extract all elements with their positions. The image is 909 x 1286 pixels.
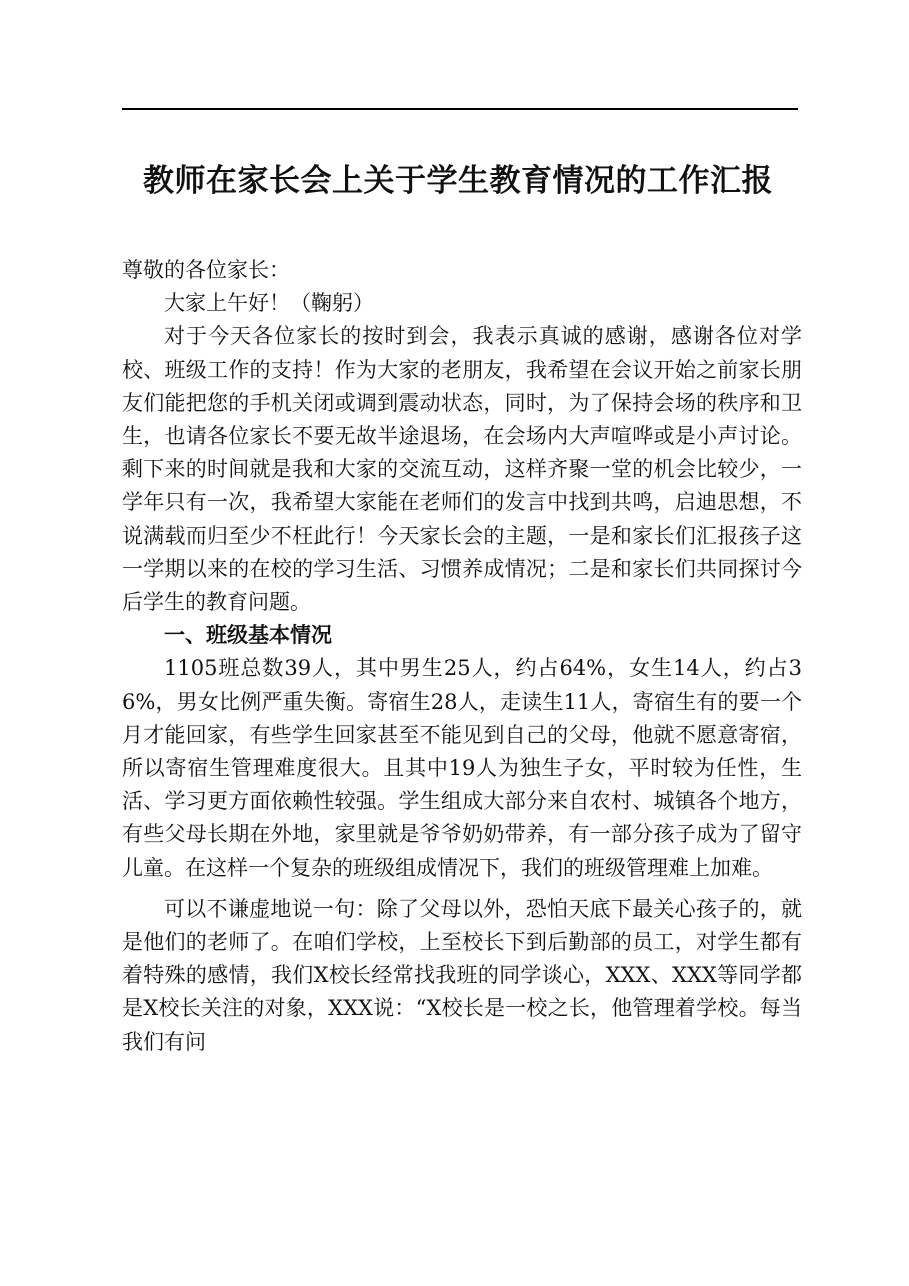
- teachers-care-paragraph: 可以不谦虚地说一句：除了父母以外，恐怕天底下最关心孩子的，就是他们的老师了。在咱们学校，上至校长下到后勤部的员工，对学生都有着特殊的感情，我们X校长经常找我班的同学谈心，XXX、XXX等同学都是X校长关注的对象，XXX说：“X校长是一校之长，他管理着学校。每当我们有问: [122, 896, 802, 1054]
- document-body: [122, 254, 802, 1059]
- class-overview-paragraph: 1105班总数39人，其中男生25人，约占64%，女生14人，约占36%，男女比例严重失衡。寄宿生28人，走读生11人，寄宿生有的要一个月才能回家，有些学生回家甚至不能见到自己的父母，他就不愿意寄宿，所以寄宿生管理难度很大。且其中19人为独生子女，平时较为任性，生活、学习更方面依赖性较强。学生组成大部分来自农村、城镇各个地方，有些父母长期在外地，家里就是爷爷奶奶带养，有一部分孩子成为了留守儿童。在这样一个复杂的班级组成情况下，我们的班级管理难上加难。: [122, 656, 802, 880]
- greeting-paragraph: 大家上午好！（鞠躬）: [164, 291, 374, 316]
- intro-paragraph: 对于今天各位家长的按时到会，我表示真诚的感谢，感谢各位对学校、班级工作的支持！作为大家的老朋友，我希望在会议开始之前家长朋友们能把您的手机关闭或调到震动状态，同时，为了保持会场的秩序和卫生，也请各位家长不要无故半途退场，在会场内大声喧哗或是小声讨论。剩下来的时间就是我和大家的交流互动，这样齐聚一堂的机会比较少，一学年只有一次，我希望大家能在老师们的发言中找到共鸣，启迪思想，不说满载而归至少不枉此行！今天家长会的主题，一是和家长们汇报孩子这一学期以来的在校的学习生活、习惯养成情况；二是和家长们共同探讨今后学生的教育问题。: [122, 324, 802, 615]
- header-rule: [122, 108, 798, 110]
- document-title: 教师在家长会上关于学生教育情况的工作汇报: [143, 163, 773, 199]
- section-heading-class-overview: 一、班级基本情况: [164, 623, 332, 648]
- salutation: 尊敬的各位家长：: [122, 258, 290, 282]
